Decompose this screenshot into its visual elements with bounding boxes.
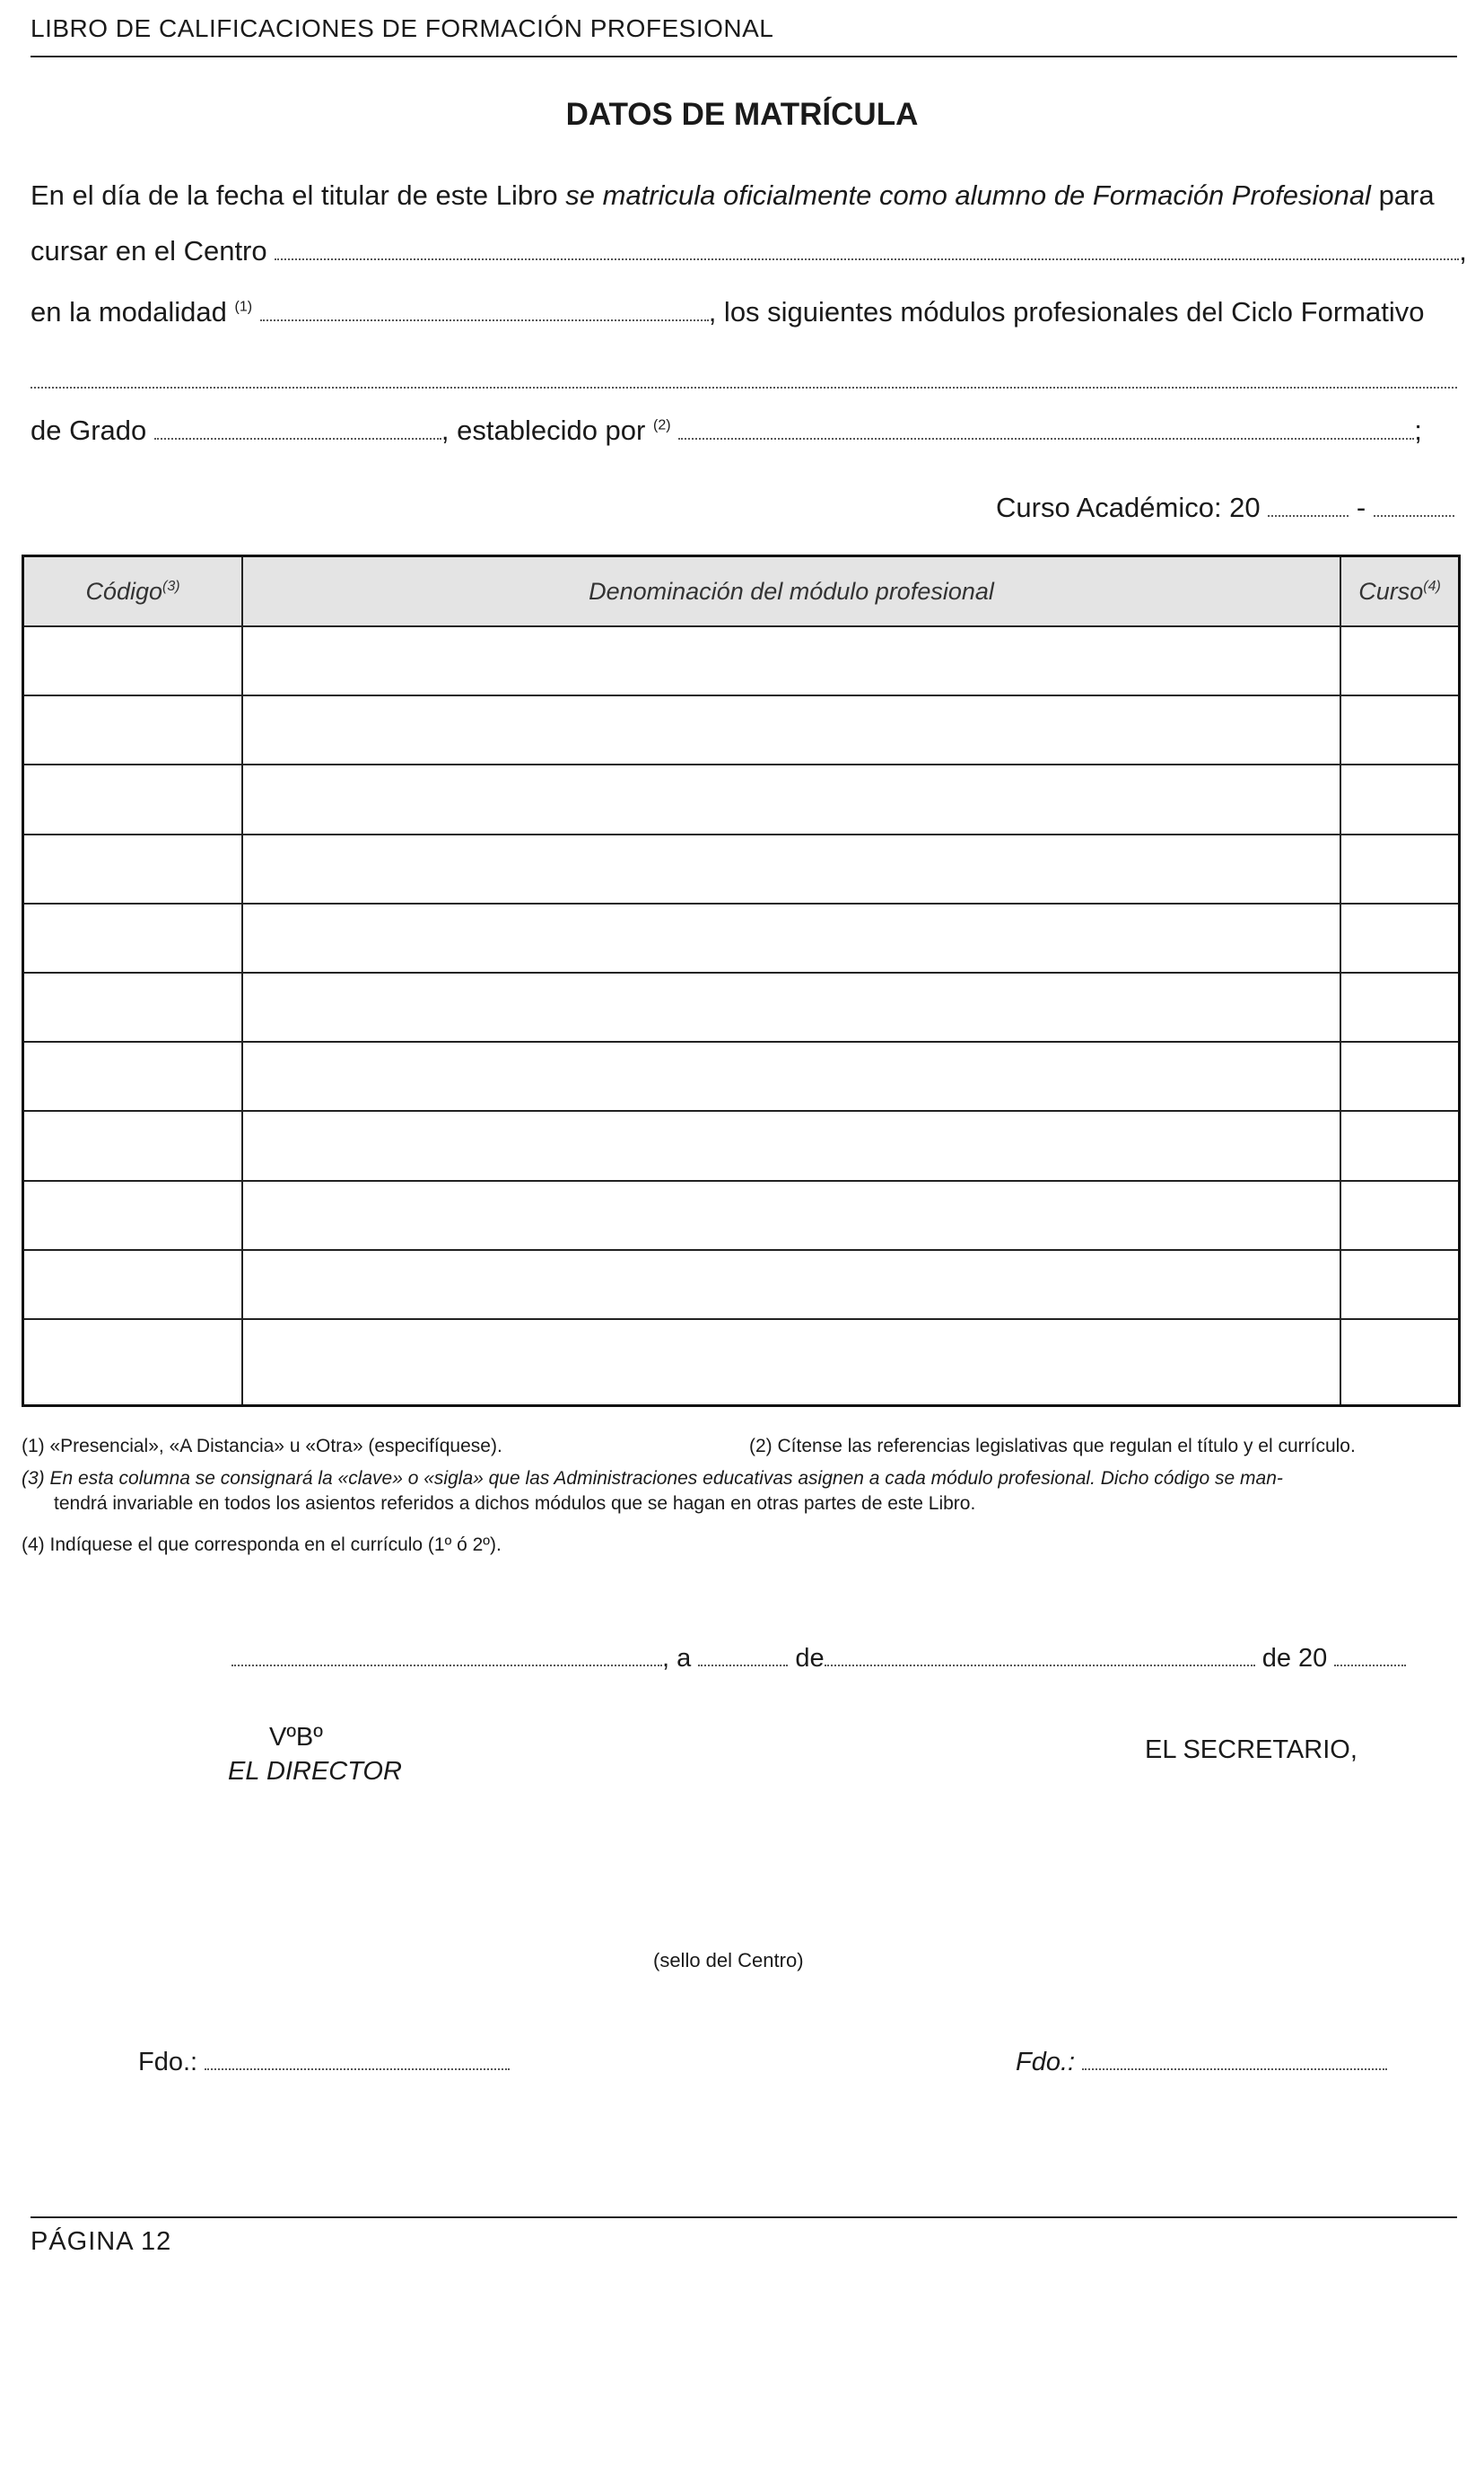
curso-year-2[interactable] xyxy=(1374,514,1454,517)
dia-field[interactable] xyxy=(698,1664,788,1666)
fdo-right-label: Fdo.: xyxy=(1016,2048,1076,2076)
codigo-cell[interactable] xyxy=(23,1250,243,1319)
codigo-cell[interactable] xyxy=(23,695,243,765)
curso-cell[interactable] xyxy=(1340,904,1460,973)
curso-cell[interactable] xyxy=(1340,1111,1460,1180)
codigo-cell[interactable] xyxy=(23,626,243,695)
denominacion-cell[interactable] xyxy=(242,1111,1340,1180)
modalidad-label: en la modalidad xyxy=(31,296,227,328)
codigo-cell[interactable] xyxy=(23,904,243,973)
curso-year-1[interactable] xyxy=(1268,514,1349,517)
date-de: de xyxy=(795,1644,825,1673)
codigo-cell[interactable] xyxy=(23,973,243,1042)
page-number: PÁGINA 12 xyxy=(31,2227,172,2256)
fdo-right-field[interactable] xyxy=(1082,2067,1387,2070)
note-3b: tendrá invariable en todos los asientos referidos a dichos módulos que se hagan en otras partes de este Libro. xyxy=(54,1493,976,1514)
page-title: DATOS DE MATRÍCULA xyxy=(565,97,919,132)
note-3a: (3) En esta columna se consignará la «clave» o «sigla» que las Administraciones educativas asignen a cada módulo profesional. Dicho código se man- xyxy=(22,1468,1283,1489)
table-row xyxy=(23,765,1460,834)
curso-cell[interactable] xyxy=(1340,1181,1460,1250)
paragraph-line-1 xyxy=(31,179,1435,212)
year-field[interactable] xyxy=(1334,1664,1406,1666)
denominacion-cell[interactable] xyxy=(242,1181,1340,1250)
paragraph-line-5: de Grado , establecido por $^{(2)}$ ; xyxy=(31,415,1422,446)
table-row xyxy=(23,695,1460,765)
sello-label: (sello del Centro) xyxy=(653,1949,804,1971)
ref-2: (2) xyxy=(653,417,671,433)
date-a: , a xyxy=(662,1644,692,1673)
codigo-cell[interactable] xyxy=(23,1111,243,1180)
cursar-label: cursar en el Centro xyxy=(31,235,267,267)
ciclo-field[interactable] xyxy=(31,386,1457,389)
vb-label: VºBº xyxy=(269,1723,323,1752)
table-row xyxy=(23,835,1460,904)
note-2: (2) Cítense las referencias legislativas que regulan el título y el currículo. xyxy=(749,1436,1356,1456)
ciclo-field-line[interactable] xyxy=(31,377,1457,393)
modalidad-field[interactable] xyxy=(260,319,709,321)
denominacion-cell[interactable] xyxy=(242,973,1340,1042)
curso-cell[interactable] xyxy=(1340,973,1460,1042)
header-rule xyxy=(31,56,1457,57)
fdo-left-label: Fdo.: xyxy=(138,2048,198,2076)
table-row xyxy=(23,1319,1460,1406)
curso-academico: Curso Académico: 20 - xyxy=(996,492,1454,524)
codigo-cell[interactable] xyxy=(23,765,243,834)
header-denominacion: Denominación del módulo profesional xyxy=(242,556,1340,627)
codigo-cell[interactable] xyxy=(23,1042,243,1111)
table-row xyxy=(23,626,1460,695)
note-4: (4) Indíquese el que corresponda en el currículo (1º ó 2º). xyxy=(22,1534,502,1555)
denominacion-cell[interactable] xyxy=(242,626,1340,695)
table-row xyxy=(23,904,1460,973)
curso-cell[interactable] xyxy=(1340,695,1460,765)
running-header: LIBRO DE CALIFICACIONES DE FORMACIÓN PROFESIONAL xyxy=(31,14,774,42)
footer-rule xyxy=(31,2216,1457,2218)
date-line xyxy=(231,1644,1406,1674)
curso-cell[interactable] xyxy=(1340,626,1460,695)
modulos-text: , los siguientes módulos profesionales del Ciclo Formativo xyxy=(708,296,1425,328)
curso-cell[interactable] xyxy=(1340,1042,1460,1111)
paragraph-line-1b: se matricula oficialmente como alumno de Formación Profesional xyxy=(565,179,1371,211)
paragraph-line-2: cursar en el Centro , xyxy=(31,235,1467,267)
denominacion-cell[interactable] xyxy=(242,904,1340,973)
header-curso: Curso$^{(4)}$ xyxy=(1340,556,1460,627)
ref-1: (1) xyxy=(234,299,253,315)
denominacion-cell[interactable] xyxy=(242,1319,1340,1406)
codigo-cell[interactable] xyxy=(23,1181,243,1250)
table-row xyxy=(23,1111,1460,1180)
paragraph-line-1c: para xyxy=(1370,179,1435,211)
mes-field[interactable] xyxy=(825,1664,1255,1666)
centro-field[interactable] xyxy=(275,258,1459,260)
codigo-cell[interactable] xyxy=(23,835,243,904)
lugar-field[interactable] xyxy=(231,1664,662,1666)
curso-academico-label: Curso Académico: 20 xyxy=(996,492,1261,523)
curso-cell[interactable] xyxy=(1340,1250,1460,1319)
denominacion-cell[interactable] xyxy=(242,765,1340,834)
table-row xyxy=(23,973,1460,1042)
denominacion-cell[interactable] xyxy=(242,695,1340,765)
establecido-label: , establecido por xyxy=(441,415,646,446)
fdo-left-field[interactable] xyxy=(205,2067,510,2070)
establecido-field[interactable] xyxy=(678,437,1414,440)
denominacion-cell[interactable] xyxy=(242,1250,1340,1319)
secretario-label: EL SECRETARIO, xyxy=(1145,1735,1357,1764)
curso-cell[interactable] xyxy=(1340,835,1460,904)
fdo-right xyxy=(1016,2048,1387,2077)
curso-cell[interactable] xyxy=(1340,1319,1460,1406)
grado-label: de Grado xyxy=(31,415,147,446)
curso-cell[interactable] xyxy=(1340,765,1460,834)
fdo-left xyxy=(138,2048,510,2077)
grado-field[interactable] xyxy=(154,437,441,440)
note-1: (1) «Presencial», «A Distancia» u «Otra» (especifíquese). xyxy=(22,1436,502,1456)
paragraph-line-1a: En el día de la fecha el titular de este Libro xyxy=(31,179,566,211)
paragraph-line-3 xyxy=(31,296,1424,328)
table-row xyxy=(23,1181,1460,1250)
table-row xyxy=(23,1250,1460,1319)
denominacion-cell[interactable] xyxy=(242,835,1340,904)
director-label: EL DIRECTOR xyxy=(228,1757,402,1786)
table-row xyxy=(23,1042,1460,1111)
codigo-cell[interactable] xyxy=(23,1319,243,1406)
date-de20: de 20 xyxy=(1261,1644,1328,1673)
header-codigo: Código$^{(3)}$ xyxy=(23,556,243,627)
table-header-row xyxy=(23,556,1460,627)
modulos-table xyxy=(22,555,1461,1407)
denominacion-cell[interactable] xyxy=(242,1042,1340,1111)
